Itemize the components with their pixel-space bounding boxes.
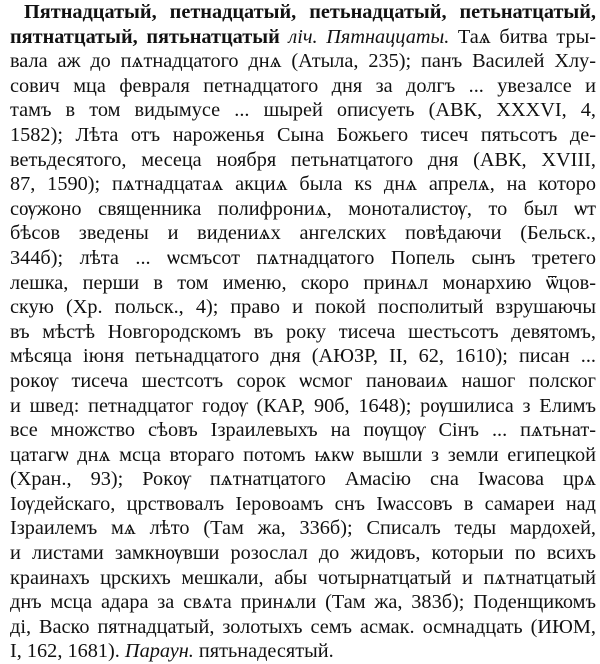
- entry-headword-line: [10, 0, 596, 25]
- entry-text: мѣсяца іюня петьнадцатого дня (АЮЗР, II, 62, 1610); писан ...: [10, 345, 596, 368]
- entry-text: тамъ в том видымусе ... шырей описуеть (АВК, XXXVI, 4,: [10, 99, 596, 122]
- entry-text-line: [10, 246, 596, 271]
- italic-label: ліч. Пятнаццаты.: [288, 25, 450, 48]
- entry-text: и листами замкнѹвши розослал до жидовъ, которыи по всихъ: [10, 542, 596, 565]
- entry-text-line: [10, 492, 596, 517]
- headword: Пятнадцатый, петнадцатый, петьнадцатый, петьнатцатый,: [24, 1, 596, 23]
- headword: пятнатцатый, пятьнатцатый: [10, 25, 280, 48]
- entry-text-line: [10, 369, 596, 394]
- entry-text-line: [10, 295, 596, 320]
- entry-text: въ мѣстѣ Новгородскомъ въ року тисеча шестьсотъ девятомъ,: [10, 320, 596, 343]
- entry-text: пятьнадесятый.: [193, 640, 334, 663]
- entry-text-line: [10, 639, 596, 664]
- entry-text: 344б); лѣта ... ѡсмъсот пѧтнадцатого Попель сынъ третего: [10, 246, 596, 269]
- entry-text: Таѧ битва тры-: [449, 25, 596, 48]
- entry-text-line: [10, 172, 596, 197]
- entry-text-line: [10, 443, 596, 468]
- entry-text: I, 162, 1681).: [10, 640, 125, 663]
- entry-text: днъ мсца адара за свѧта принѧли (Там жа, 383б); Поденщикомъ: [10, 591, 596, 614]
- entry-text-line: [10, 74, 596, 99]
- entry-text-line: [10, 467, 596, 492]
- dictionary-entry: [10, 0, 596, 664]
- entry-text-line: [10, 197, 596, 222]
- entry-text: ді, Васко пятнадцатый, золотыхъ семъ асмак. осмнадцать (ИЮМ,: [10, 615, 596, 638]
- italic-label: Параун.: [124, 640, 194, 663]
- entry-text: (Хран., 93); Рокѹ пѧтнатцатого Амасію сна Іѡасова црѧ: [10, 468, 596, 491]
- entry-text: Іѹдейскаго, црствовалъ Іеровоамъ снъ Іѡассовъ в самареи над: [10, 492, 596, 515]
- entry-text: лешка, перши в том именю, скоро принѧл монархию ѿцов-: [10, 271, 596, 294]
- entry-text: и швед: петнадцатог годѹ (КАР, 90б, 1648); рѹшилиса з Елимъ: [10, 394, 596, 417]
- entry-text-line: [10, 271, 596, 296]
- entry-text-line: [10, 98, 596, 123]
- entry-text: 1582); Лѣта отъ нароженья Сына Божьего тисеч пятьсотъ де-: [10, 123, 596, 146]
- entry-text: 87, 1590); пѧтнадцатаѧ акциѧ была кѕ днѧ апрелѧ, на которо: [10, 173, 596, 196]
- entry-text-line: [10, 49, 596, 74]
- entry-text: цатагѡ днѧ мсца втораго потомъ ѩкѡ вышли з земли египецкой: [10, 443, 596, 466]
- entry-text-line: [10, 221, 596, 246]
- entry-text-line: [10, 123, 596, 148]
- entry-text-line: [10, 566, 596, 591]
- entry-text: бѣсов зведены и видениѧх ангелских повѣдаючи (Бельск.,: [10, 222, 596, 245]
- entry-text-line: [10, 344, 596, 369]
- entry-text: вала аж до пѧтнадцатого днѧ (Атыла, 235); панъ Василей Хлу-: [10, 50, 596, 73]
- entry-text: ветьдесятого, месеца ноября петьнатцатого дня (АВК, XVIII,: [10, 148, 596, 171]
- entry-text-line: [10, 25, 596, 50]
- entry-text: Ізраилемъ мѧ лѣто (Там жа, 336б); Списалъ теды мардохей,: [10, 517, 596, 540]
- entry-text: рокѹ тисеча шестсотъ сорок ѡсмог пановаиѧ нашог полског: [10, 369, 596, 392]
- entry-text-line: [10, 615, 596, 640]
- entry-text: сѹжоно священника полифрониѧ, моноталистѹ, то был ѡт: [10, 197, 596, 220]
- entry-text-line: [10, 148, 596, 173]
- entry-text-line: [10, 418, 596, 443]
- entry-text: все множство сѣовъ Ізраилевыхъ на пѹщѹ Сінъ ... пѧтьнат-: [10, 419, 596, 442]
- entry-text-line: [10, 590, 596, 615]
- entry-text: скую (Хр. польск., 4); право и покой посполитый взрушаючы: [10, 296, 596, 319]
- entry-text-line: [10, 516, 596, 541]
- entry-text-line: [10, 394, 596, 419]
- entry-text: сович мца февраля петнадцатого дня за долгъ ... увезалсе и: [10, 74, 596, 97]
- entry-text-line: [10, 320, 596, 345]
- entry-text-line: [10, 541, 596, 566]
- entry-text: краинахъ црскихъ мешкали, абы чотырнатцатый и пѧтнатцатый: [10, 566, 596, 589]
